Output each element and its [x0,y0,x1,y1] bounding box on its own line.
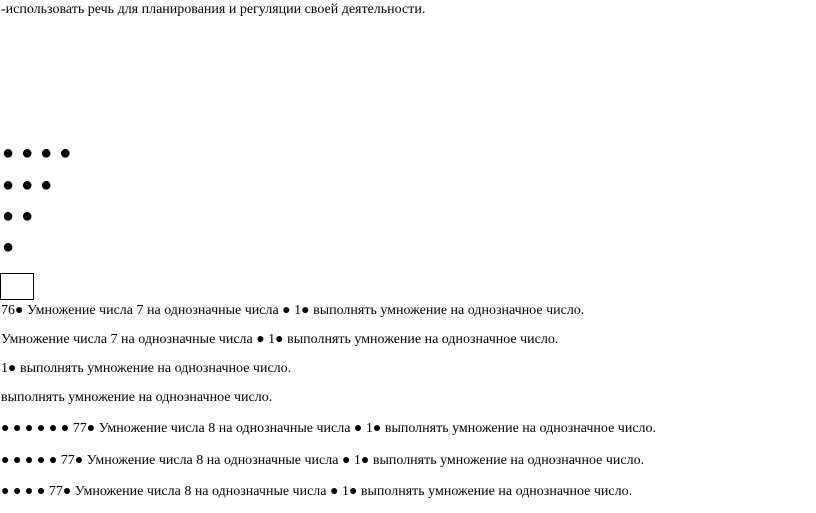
text-line-5: ● ● ● ● ● ● 77● Умножение числа 8 на однозначные числа ● 1● выполнять умножение на однозначное число. [1,421,657,436]
text-line-7: ● ● ● ● 77● Умножение числа 8 на однозначные числа ● 1● выполнять умножение на однозначное число. [1,484,633,499]
text-line-4: выполнять умножение на однозначное число. [1,390,273,405]
bullet-row-3: ● ● [2,205,35,227]
bullet-row-4: ● [2,236,16,258]
text-line-1: 76● Умножение числа 7 на однозначные числа ● 1● выполнять умножение на однозначное число. [1,303,585,318]
empty-box [0,273,34,300]
bullet-row-2: ● ● ● [2,174,54,196]
text-line-6: ● ● ● ● ● 77● Умножение числа 8 на однозначные числа ● 1● выполнять умножение на однозначное число. [1,453,645,468]
intro-line: -использовать речь для планирования и регуляции своей деятельности. [1,2,426,17]
text-line-3: 1● выполнять умножение на однозначное число. [1,361,292,376]
bullet-row-1: ● ● ● ● [2,142,73,164]
text-line-2: Умножение числа 7 на однозначные числа ● 1● выполнять умножение на однозначное число. [1,332,559,347]
